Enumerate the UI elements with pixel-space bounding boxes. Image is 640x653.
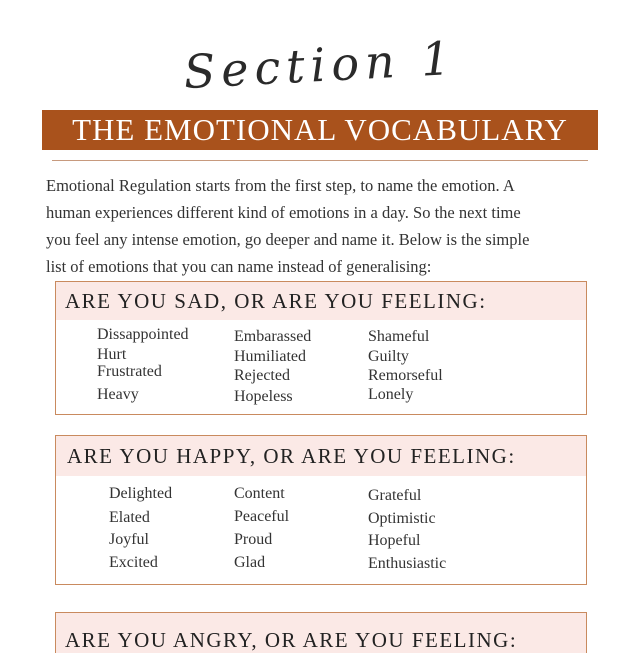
intro-line: Emotional Regulation starts from the first step, to name the emotion. A [46, 176, 515, 195]
card-heading: ARE YOU SAD, OR ARE YOU FEELING: [56, 282, 586, 320]
emotion-word: Frustrated [97, 363, 162, 380]
section-heading: Section 1 [182, 30, 458, 100]
emotion-word: Hopeless [234, 388, 293, 405]
emotion-word: Excited [109, 554, 158, 571]
emotion-word: Dissappointed [97, 326, 189, 343]
card-heading: ARE YOU HAPPY, OR ARE YOU FEELING: [56, 436, 586, 476]
emotion-word: Proud [234, 531, 273, 548]
emotion-word: Lonely [368, 386, 414, 403]
emotion-word: Shameful [368, 328, 430, 345]
emotion-word: Guilty [368, 348, 409, 365]
emotion-word: Delighted [109, 485, 173, 502]
emotion-word: Peaceful [234, 508, 290, 525]
emotion-word: Joyful [109, 531, 149, 548]
emotion-word: Glad [234, 554, 266, 571]
card-heading: ARE YOU ANGRY, OR ARE YOU FEELING: [56, 613, 586, 653]
emotion-word: Hurt [97, 346, 127, 363]
emotion-card-sad [55, 281, 587, 415]
emotion-word: Enthusiastic [368, 555, 447, 572]
emotion-word: Humiliated [234, 348, 306, 365]
intro-paragraph [46, 172, 606, 280]
emotion-word: Grateful [368, 487, 422, 504]
intro-line: you feel any intense emotion, go deeper and name it. Below is the simple [46, 230, 530, 249]
intro-line: list of emotions that you can name instead of generalising: [46, 257, 432, 276]
intro-line: human experiences different kind of emotions in a day. So the next time [46, 203, 521, 222]
emotion-card-angry [55, 612, 587, 653]
emotion-word: Content [234, 485, 285, 502]
page-title: THE EMOTIONAL VOCABULARY [72, 112, 568, 147]
emotion-word: Optimistic [368, 510, 436, 527]
emotion-word: Heavy [97, 386, 139, 403]
emotion-word: Rejected [234, 367, 290, 384]
emotion-card-happy [55, 435, 587, 585]
emotion-word: Remorseful [368, 367, 443, 384]
emotion-word: Hopeful [368, 532, 421, 549]
title-banner [42, 110, 598, 150]
emotion-word: Embarassed [234, 328, 312, 345]
divider [52, 160, 588, 161]
emotion-word: Elated [109, 509, 150, 526]
